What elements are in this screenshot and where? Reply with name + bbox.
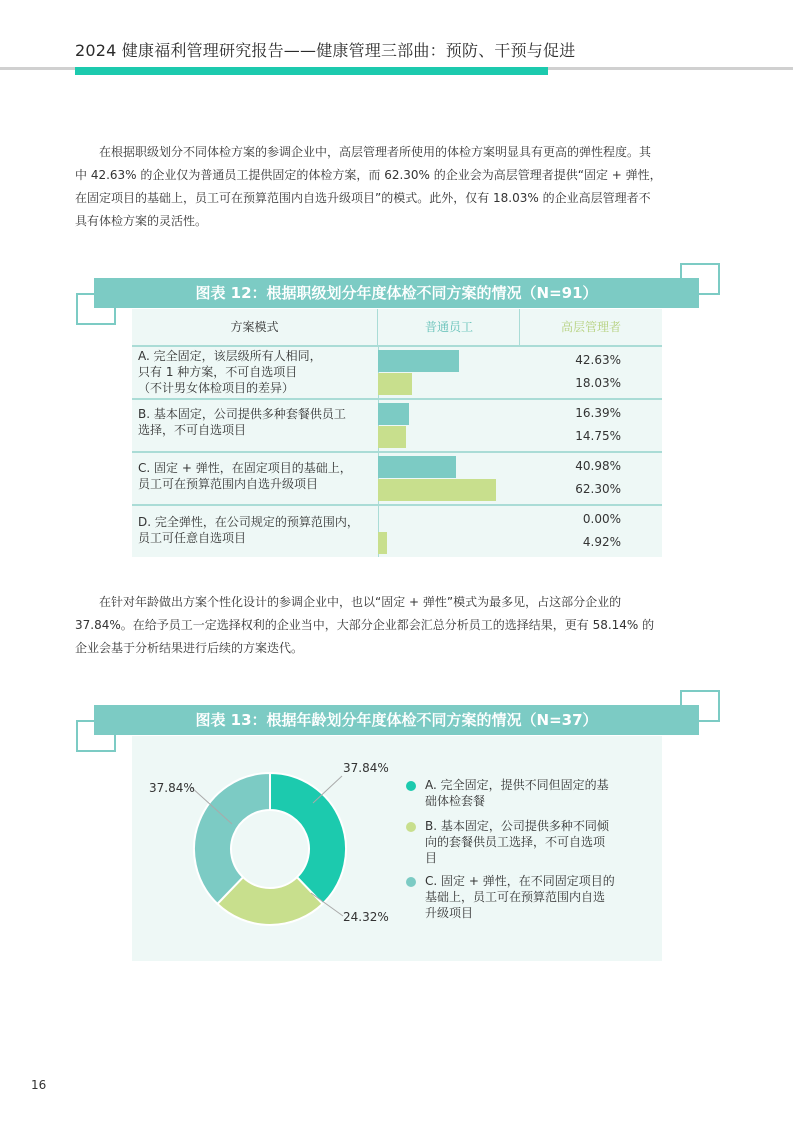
col-header-scheme: 方案模式 [230, 320, 279, 334]
row-label-d: D. 完全弹性，在公司规定的预算范围内， 员工可任意自选项目 [138, 515, 359, 545]
donut-slice-a [270, 773, 346, 904]
page-number: 16 [31, 1078, 47, 1092]
value-label: 4.92% [582, 535, 621, 549]
value-label: 14.75% [575, 429, 621, 443]
legend-item-a: A. 完全固定，提供不同但固定的基 础体检套餐 [406, 777, 651, 809]
value-label: 42.63% [575, 353, 621, 367]
row-label-b: B. 基本固定，公司提供多种套餐供员工 选择，不可自选项目 [138, 407, 346, 437]
value-label: 40.98% [575, 459, 621, 473]
col-header-staff: 普通员工 [424, 320, 473, 334]
value-label: 62.30% [575, 482, 621, 496]
legend-swatch [406, 877, 416, 887]
paragraph-line: 37.84%。在给予员工一定选择权利的企业当中，大部分企业都会汇总分析员工的选择结果，更有 58.14% 的 [75, 618, 655, 632]
legend-item-c: C. 固定 + 弹性，在不同固定项目的 基础上，员工可在预算范围内自选 升级项目 [406, 873, 651, 921]
legend-swatch [406, 781, 416, 791]
row-label-c: C. 固定 + 弹性，在固定项目的基础上， 员工可在预算范围内自选升级项目 [138, 461, 352, 491]
value-label: 0.00% [582, 512, 621, 526]
value-label: 18.03% [575, 376, 621, 390]
col-header-executives: 高层管理者 [560, 320, 621, 334]
legend-item-b: B. 基本固定，公司提供多种不同倾 向的套餐供员工选择，不可自选项 目 [406, 818, 651, 866]
figure-12-title: 图表 12：根据职级划分年度体检不同方案的情况（N=91） [94, 278, 699, 308]
value-label: 16.39% [575, 406, 621, 420]
paragraph-line: 在固定项目的基础上，员工可在预算范围内自选升级项目”的模式。此外，仅有 18.03% 的企业高层管理者不 [75, 191, 651, 205]
paragraph-line: 具有体检方案的灵活性。 [75, 214, 208, 228]
paragraph-line: 在根据职级划分不同体检方案的参调企业中，高层管理者所使用的体检方案明显具有更高的弹性程度。其 [99, 145, 652, 159]
legend-swatch [406, 822, 416, 832]
figure-13-title: 图表 13：根据年龄划分年度体检不同方案的情况（N=37） [94, 705, 699, 735]
slice-label-c: 37.84% [149, 781, 195, 795]
slice-label-b: 24.32% [343, 910, 389, 924]
paragraph-line: 在针对年龄做出方案个性化设计的参调企业中，也以“固定 + 弹性”模式为最多见，占这部分企业的 [99, 595, 622, 609]
row-label-a: A. 完全固定，该层级所有人相同， 只有 1 种方案，不可自选项目 （不计男女体检项目的差异） [138, 349, 322, 395]
paragraph-line: 企业会基于分析结果进行后续的方案迭代。 [75, 641, 304, 655]
donut-slice-c [194, 773, 270, 904]
report-title: 2024 健康福利管理研究报告——健康管理三部曲：预防、干预与促进 [75, 41, 576, 60]
paragraph-line: 中 42.63% 的企业仅为普通员工提供固定的体检方案，而 62.30% 的企业会为高层管理者提供“固定 + 弹性， [75, 168, 662, 182]
slice-label-a: 37.84% [343, 761, 389, 775]
